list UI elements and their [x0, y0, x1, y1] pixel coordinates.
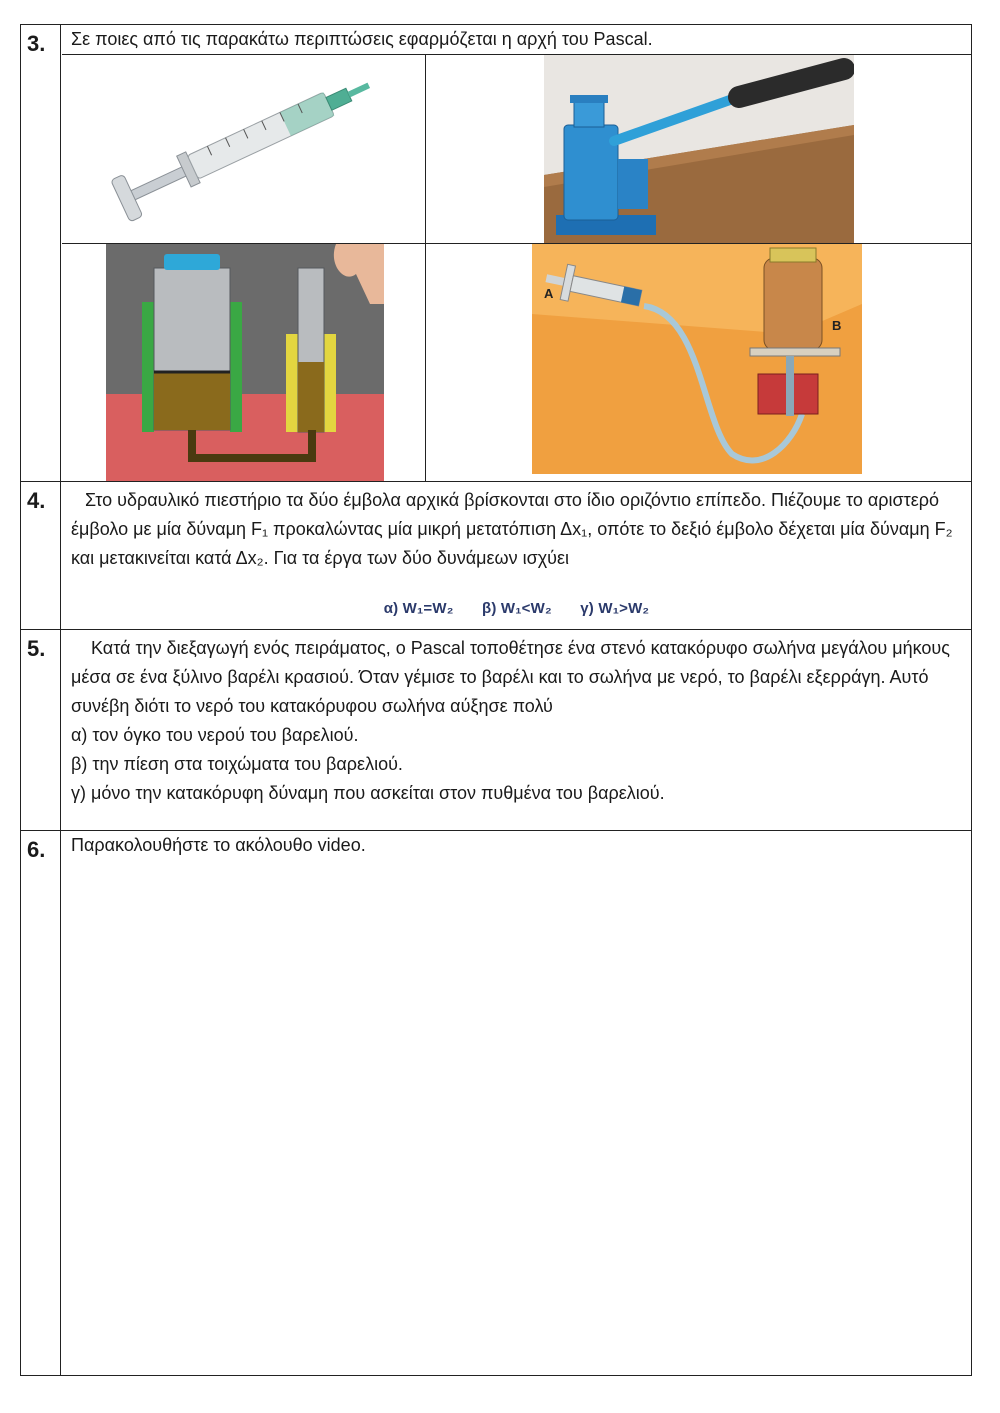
- question-3-row: [21, 25, 971, 481]
- question-text: Κατά την διεξαγωγή ενός πειράματος, ο Pascal τοποθέτησε ένα στενό κατακόρυφο σωλήνα μεγάλου μήκους μέσα σε ένα ξύλινο βαρέλι κρασιού. Όταν γέμισε το βαρέλι και το σωλήνα με νερό, το βαρέλι εξερράγη. Αυτό συνέβη διότι το νερό του κατακόρυφου σωλήνα αύξησε πολύ: [71, 638, 950, 716]
- image-cell-syringe-jar: [426, 243, 971, 481]
- question-5-content: [62, 630, 971, 830]
- hydraulic-press-icon: [106, 244, 384, 481]
- choice-b[interactable]: β) W₁<W₂: [482, 600, 552, 617]
- question-body: [71, 634, 961, 808]
- question-3-content: [62, 25, 971, 481]
- question-number: 6.: [21, 831, 61, 1375]
- choice-a[interactable]: α) W₁=W₂: [383, 600, 454, 617]
- question-text: Σε ποιες από τις παρακάτω περιπτώσεις εφαρμόζεται η αρχή του Pascal.: [71, 29, 653, 49]
- question-text: Στο υδραυλικό πιεστήριο τα δύο έμβολα αρχικά βρίσκονται στο ίδιο οριζόντιο επίπεδο. Πιέζουμε το αριστερό έμβολο με μία δύναμη F₁ προκαλώντας μία μικρή μετατόπιση Δx₁, οπότε το δεξιό έμβολο δέχεται μία δύναμη F₂ και μετακινείται κατά Δx₂. Για τα έργα των δύο δυνάμεων ισχύει: [71, 490, 953, 568]
- video-area[interactable]: [71, 871, 961, 1365]
- question-4-row: [21, 481, 971, 629]
- question-6-content: [62, 831, 971, 1375]
- worksheet-table: [20, 24, 972, 1376]
- answer-choices: [62, 600, 971, 617]
- question-4-content: [62, 482, 971, 629]
- choice-c[interactable]: γ) W₁>W₂: [580, 600, 650, 617]
- image-cell-hydraulic-jack: [426, 55, 971, 243]
- question-6-row: [21, 830, 971, 1375]
- image-grid: [62, 54, 971, 481]
- option-a[interactable]: α) τον όγκο του νερού του βαρελιού.: [71, 725, 359, 745]
- hydraulic-jack-icon: [544, 55, 854, 243]
- syringe-icon: [62, 55, 426, 243]
- image-cell-hydraulic-press: [62, 243, 426, 481]
- question-5-row: [21, 629, 971, 830]
- option-c[interactable]: γ) μόνο την κατακόρυφη δύναμη που ασκείται στον πυθμένα του βαρελιού.: [71, 783, 665, 803]
- label-a: A: [544, 286, 554, 301]
- label-b: B: [832, 318, 842, 333]
- option-b[interactable]: β) την πίεση στα τοιχώματα του βαρελιού.: [71, 754, 403, 774]
- image-cell-syringe: [62, 55, 426, 243]
- question-number: 3.: [21, 25, 61, 481]
- question-number: 4.: [21, 482, 61, 629]
- question-text: Παρακολουθήστε το ακόλουθο video.: [71, 835, 366, 855]
- syringe-jar-press-icon: [532, 244, 862, 474]
- question-number: 5.: [21, 630, 61, 830]
